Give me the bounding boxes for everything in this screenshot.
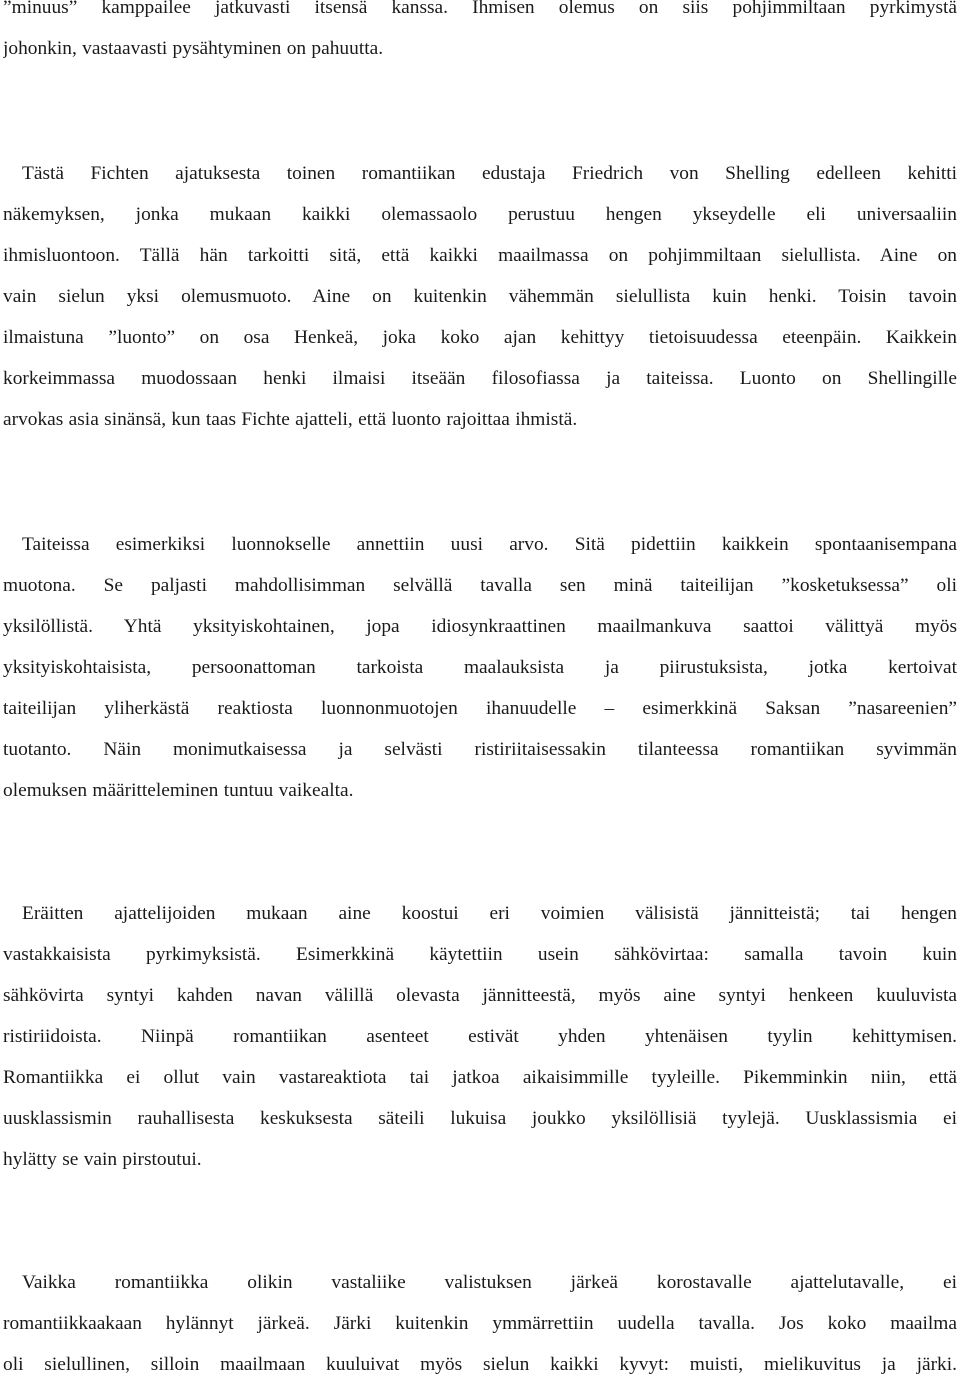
text-line: yksityiskohtaisista, persoonattoman tarkoista maalauksista ja piirustuksista, jotka kertoivat xyxy=(3,657,957,678)
text-line: ”minuus” kamppailee jatkuvasti itsensä kanssa. Ihmisen olemus on siis pohjimmiltaan pyrkimystä xyxy=(3,0,957,18)
text-line: johonkin, vastaavasti pysähtyminen on pahuutta. xyxy=(3,38,384,59)
text-line: taiteilijan yliherkästä reaktiosta luonnonmuotojen ihanuudelle – esimerkkinä Saksan ”nasareenien” xyxy=(3,698,957,719)
text-line: näkemyksen, jonka mukaan kaikki olemassaolo perustuu hengen ykseydelle eli universaaliin xyxy=(3,204,957,225)
text-line: sähkövirta syntyi kahden navan välillä olevasta jännitteestä, myös aine syntyi henkeen kuuluvista xyxy=(3,985,957,1006)
text-line: Taiteissa esimerkiksi luonnokselle annettiin uusi arvo. Sitä pidettiin kaikkein spontaanisempana xyxy=(22,534,957,555)
text-line: muotona. Se paljasti mahdollisimman selvällä tavalla sen minä taiteilijan ”kosketuksessa” oli xyxy=(3,575,957,596)
text-line: Eräitten ajattelijoiden mukaan aine koostui eri voimien välisistä jännitteistä; tai hengen xyxy=(22,903,957,924)
text-line: Tästä Fichten ajatuksesta toinen romantiikan edustaja Friedrich von Shelling edelleen kehitti xyxy=(22,163,957,184)
text-line: oli sielullinen, silloin maailmaan kuuluivat myös sielun kaikki kyvyt: muisti, mielikuvitus ja järki. xyxy=(3,1354,957,1375)
text-line: ristiriidoista. Niinpä romantiikan asenteet estivät yhden yhtenäisen tyylin kehittymisen. xyxy=(3,1026,957,1047)
text-line: ihmisluontoon. Tällä hän tarkoitti sitä, että kaikki maailmassa on pohjimmiltaan sielullista. Aine on xyxy=(3,245,957,266)
text-line: romantiikkaakaan hylännyt järkeä. Järki kuitenkin ymmärrettiin uudella tavalla. Jos koko maailma xyxy=(3,1313,957,1334)
text-line: vain sielun yksi olemusmuoto. Aine on kuitenkin vähemmän sielullista kuin henki. Toisin tavoin xyxy=(3,286,957,307)
text-line: yksilöllistä. Yhtä yksityiskohtainen, jopa idiosynkraattinen maailmankuva saattoi välittyä myös xyxy=(3,616,957,637)
text-line: korkeimmassa muodossaan henki ilmaisi itseään filosofiassa ja taiteissa. Luonto on Shellingille xyxy=(3,368,957,389)
text-line: tuotanto. Näin monimutkaisessa ja selvästi ristiriitaisessakin tilanteessa romantiikan syvimmän xyxy=(3,739,957,760)
text-line: Romantiikka ei ollut vain vastareaktiota tai jatkoa aikaisimmille tyyleille. Pikemminkin niin, että xyxy=(3,1067,957,1088)
text-line: Vaikka romantiikka olikin vastaliike valistuksen järkeä korostavalle ajattelutavalle, ei xyxy=(22,1272,957,1293)
text-line: arvokas asia sinänsä, kun taas Fichte ajatteli, että luonto rajoittaa ihmistä. xyxy=(3,409,578,430)
text-line: vastakkaisista pyrkimyksistä. Esimerkkinä käytettiin usein sähkövirtaa: samalla tavoin kuin xyxy=(3,944,957,965)
text-line: olemuksen määritteleminen tuntuu vaikealta. xyxy=(3,780,354,801)
text-line: uusklassismin rauhallisesta keskuksesta säteili lukuisa joukko yksilöllisiä tyylejä. Uusklassismia ei xyxy=(3,1108,957,1129)
text-line: ilmaistuna ”luonto” on osa Henkeä, joka koko ajan kehittyy tietoisuudessa eteenpäin. Kaikkein xyxy=(3,327,957,348)
text-line: hylätty se vain pirstoutui. xyxy=(3,1149,202,1170)
